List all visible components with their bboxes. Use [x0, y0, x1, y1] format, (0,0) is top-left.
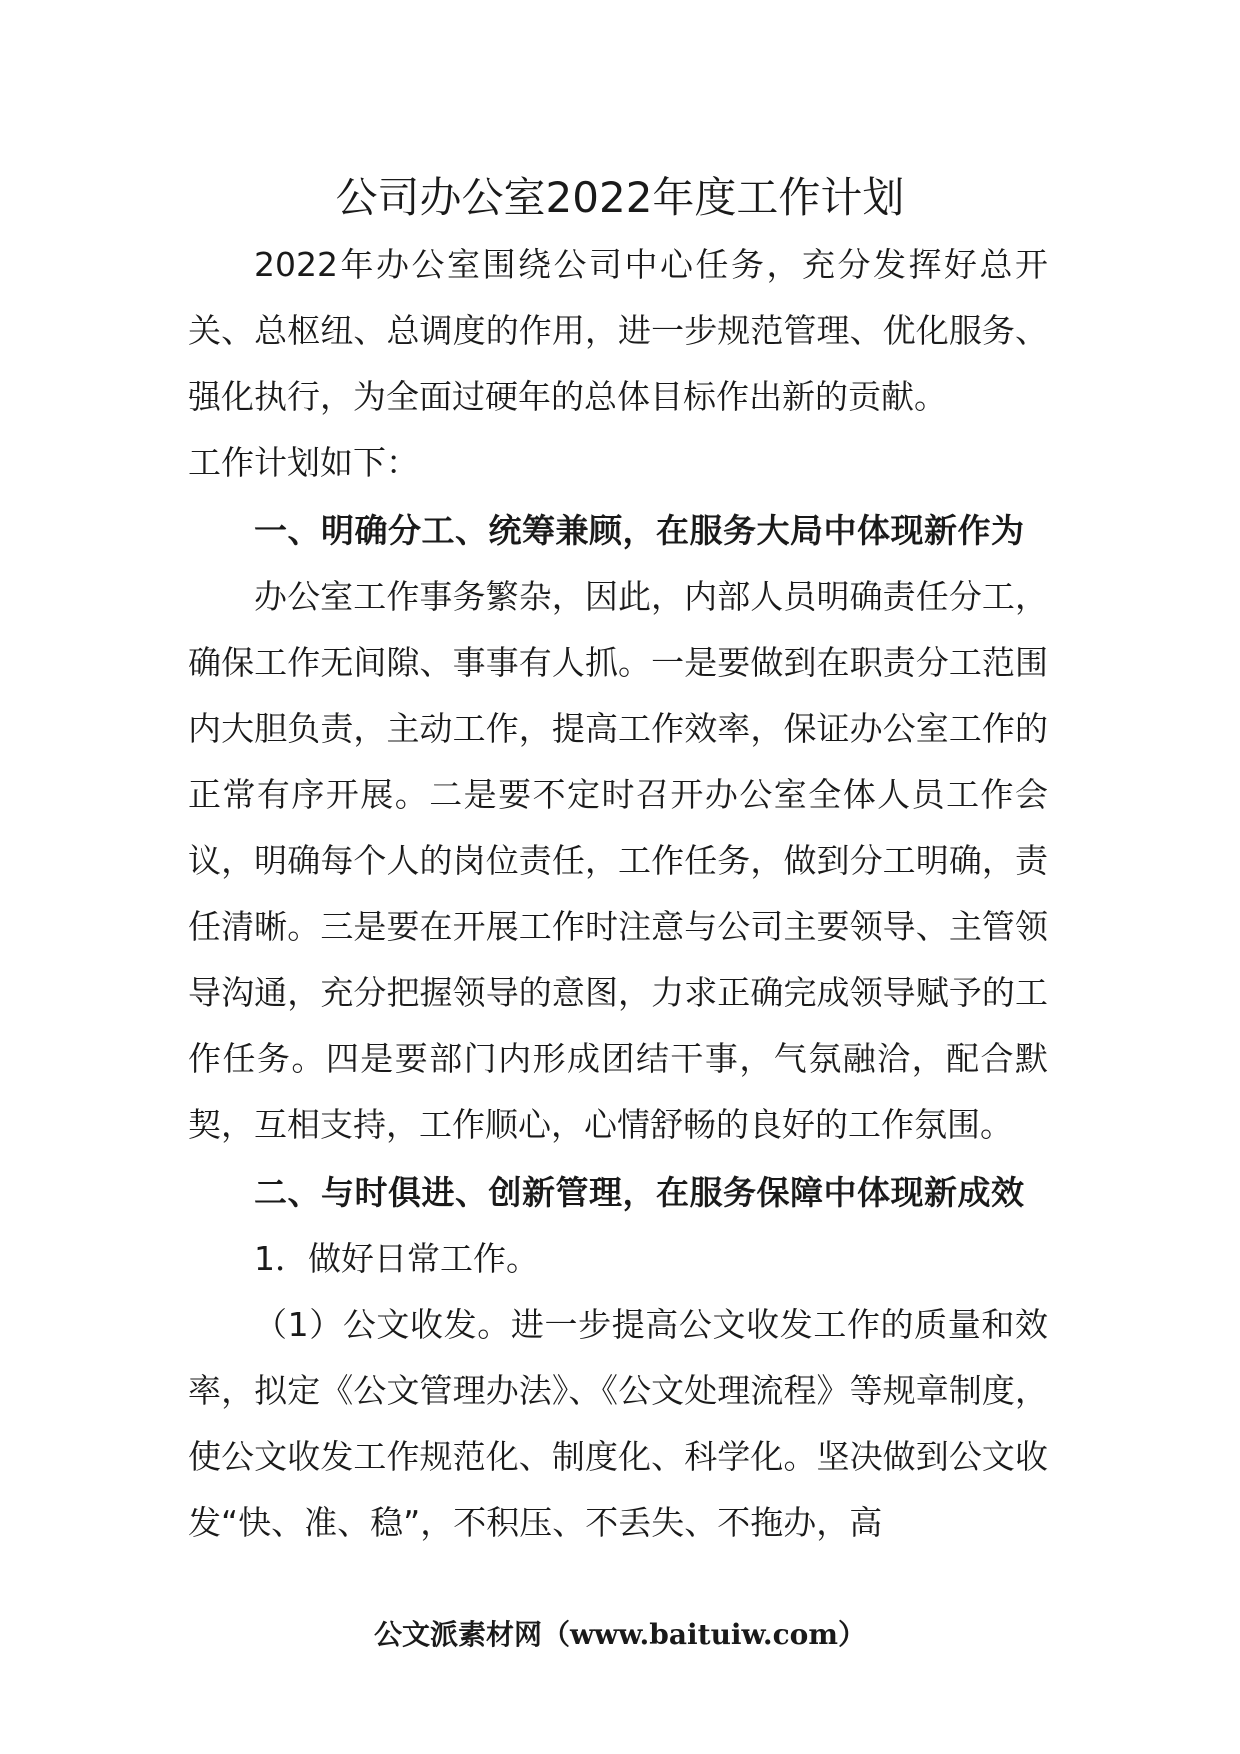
page-title: 公司办公室2022年度工作计划	[335, 173, 905, 222]
document-body	[188, 232, 1048, 1556]
footer-watermark: 公文派素材网（www.baituiw.com）	[374, 1618, 866, 1651]
section-1-paragraph: 办公室工作事务繁杂，因此，内部人员明确责任分工，确保工作无间隙、事事有人抓。一是要做到在职责分工范围内大胆负责，主动工作，提高工作效率，保证办公室工作的正常有序开展。二是要不定时召开办公室全体人员工作会议，明确每个人的岗位责任，工作任务，做到分工明确，责任清晰。三是要在开展工作时注意与公司主要领导、主管领导沟通，充分把握领导的意图，力求正确完成领导赋予的工作任务。四是要部门内形成团结干事，气氛融洽，配合默契，互相支持，工作顺心，心情舒畅的良好的工作氛围。	[188, 577, 1048, 1144]
section-heading-1: 一、明确分工、统筹兼顾，在服务大局中体现新作为	[254, 511, 1025, 550]
intro-paragraph: 2022年办公室围绕公司中心任务，充分发挥好总开关、总枢纽、总调度的作用，进一步规范管理、优化服务、强化执行，为全面过硬年的总体目标作出新的贡献。	[188, 245, 1048, 416]
subsection-heading-1: 1．做好日常工作。	[254, 1239, 539, 1278]
subsection-1-paragraph: （1）公文收发。进一步提高公文收发工作的质量和效率，拟定《公文管理办法》、《公文处理流程》等规章制度，使公文收发工作规范化、制度化、科学化。坚决做到公文收发“快、准、稳”，不积压、不丢失、不拖办，高	[188, 1305, 1048, 1542]
plan-lead-in: 工作计划如下：	[188, 443, 419, 482]
section-heading-2: 二、与时俱进、创新管理，在服务保障中体现新成效	[254, 1173, 1025, 1212]
